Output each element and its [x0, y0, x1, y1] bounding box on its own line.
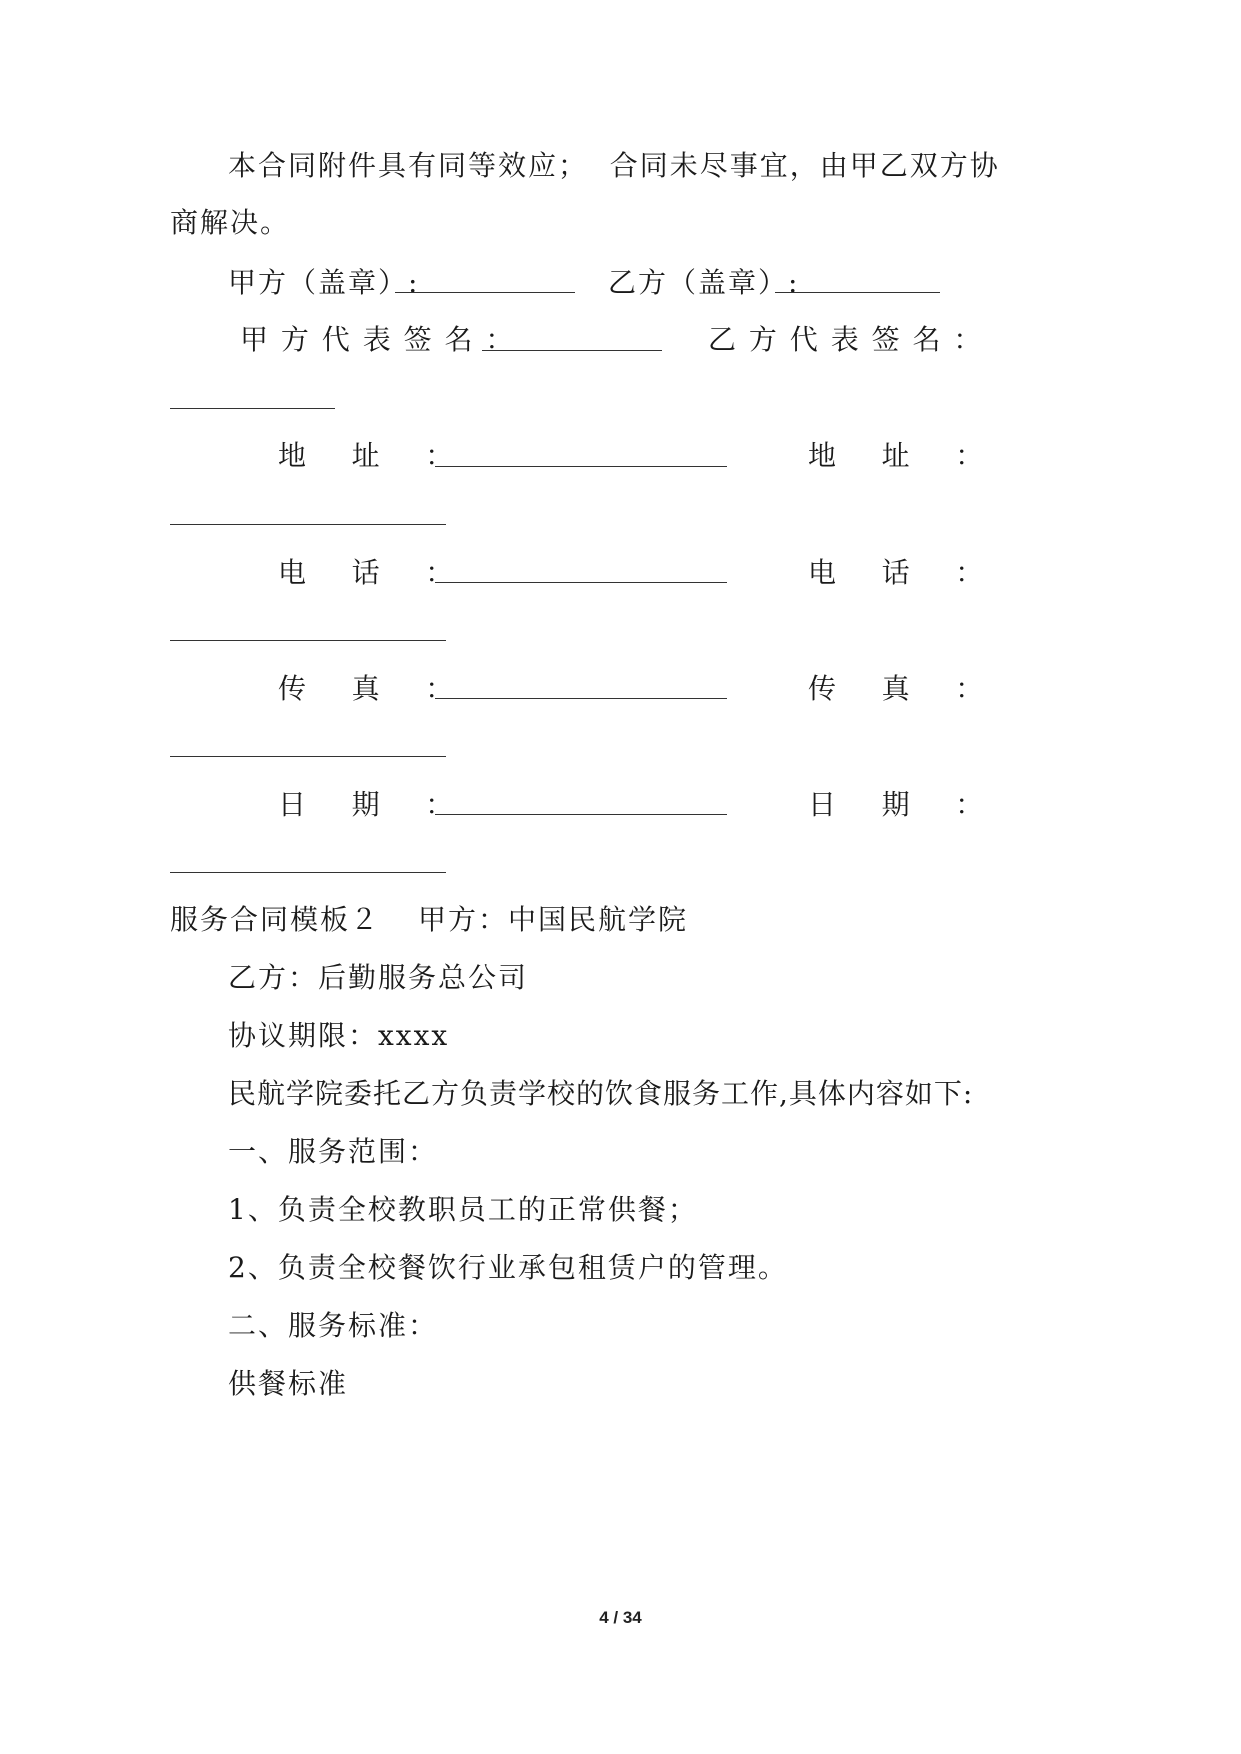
template-title: 服务合同模板２ [170, 903, 381, 936]
party-a-fax-blank [435, 698, 727, 699]
party-a-signature-blank [482, 350, 662, 351]
party-b-date-blank [170, 872, 446, 873]
party-a-phone-label: 电 话 ： [278, 556, 456, 589]
party-b-date-label: 日 期 ： [808, 788, 986, 821]
party-b-phone-blank [170, 640, 446, 641]
party-b-seal-label: 乙方（盖章）: [608, 266, 800, 299]
party-b-address-label: 地 址 ： [808, 439, 986, 472]
party-a-signature-label: 甲 方 代 表 签 名 ： [240, 323, 516, 356]
party-b-signature-label: 乙 方 代 表 签 名 ： [708, 323, 984, 356]
section-heading: 一、服务范围： [228, 1135, 439, 1168]
paragraph-line: 本合同附件具有同等效应； 合同未尽事宜，由甲乙双方协 [228, 149, 1000, 182]
template-party-b: 乙方：后勤服务总公司 [228, 961, 529, 994]
party-a-date-label: 日 期 ： [278, 788, 456, 821]
party-b-seal-blank [775, 292, 940, 293]
list-item: 2、负责全校餐饮行业承包租赁户的管理。 [228, 1251, 788, 1284]
party-a-address-label: 地 址 ： [278, 439, 456, 472]
list-item: 1、负责全校教职员工的正常供餐； [228, 1193, 698, 1226]
party-b-address-blank [170, 524, 446, 525]
paragraph-line: 商解决。 [170, 206, 291, 239]
sub-heading: 供餐标准 [228, 1367, 349, 1400]
party-a-date-blank [435, 814, 727, 815]
party-b-signature-blank [170, 408, 335, 409]
template-intro: 民航学院委托乙方负责学校的饮食服务工作,具体内容如下: [228, 1077, 974, 1110]
party-b-fax-label: 传 真 ： [808, 672, 986, 705]
party-a-seal-label: 甲方（盖章）: [228, 266, 420, 299]
page-number: 4 / 34 [599, 1608, 642, 1627]
section-heading: 二、服务标准： [228, 1309, 439, 1342]
party-b-phone-label: 电 话 ： [808, 556, 986, 589]
party-a-seal-blank [395, 292, 575, 293]
party-b-fax-blank [170, 756, 446, 757]
party-a-address-blank [435, 466, 727, 467]
template-party-a: 甲方：中国民航学院 [418, 903, 689, 936]
party-a-phone-blank [435, 582, 727, 583]
party-a-fax-label: 传 真 ： [278, 672, 456, 705]
template-term: 协议期限：xxxx [228, 1019, 450, 1052]
